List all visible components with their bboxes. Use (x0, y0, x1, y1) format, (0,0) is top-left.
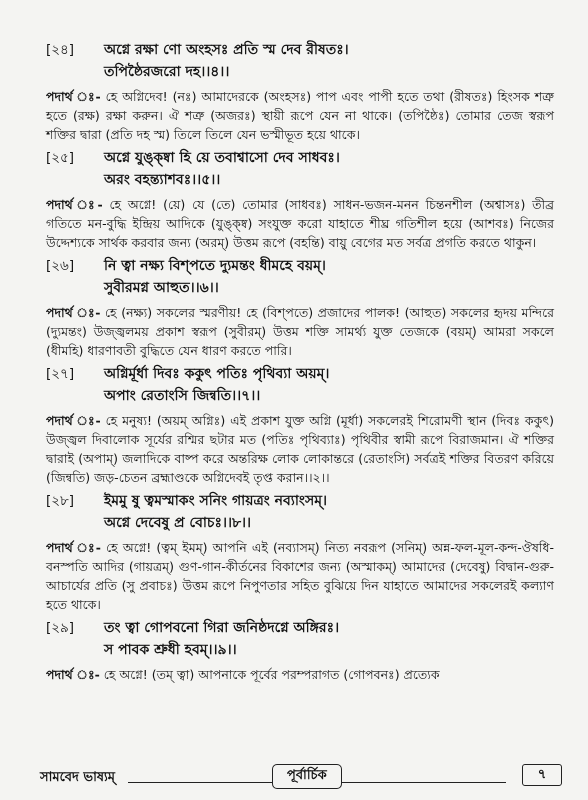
gloss-text: হে অগ্নিদেব! (নঃ) আমাদেরকে (অংহসঃ) পাপ এবং পাপী হতে তথা (রীষতঃ) হিংসক শত্রু হতে (রক্ষ) রক্ষা করুন। ঐ শত্রু (অজরঃ) স্থায়ী রূপে যেন না থাকে। (তপিষ্ঠৈঃ) তোমার তেজ স্বরূপ শক্তির দ্বারা (প্রতি দহ স্ম) তিলে তিলে যেন ভস্মীভূত হয়ে থাকে। (46, 89, 554, 142)
gloss-text: হে মনুষ্য! (অয়ম্ অগ্নিঃ) এই প্রকাশ যুক্ত অগ্নি (মূর্ধা) সকলেরই শিরোমণী স্থান (দিবঃ ককুৎ) উজ্জ্বল দিবালোক সূর্যের রশ্মির ছটার মত (পতিঃ পৃথিব্যাঃ) পৃথিবীর স্বামী রূপে বিরাজমান। ঐ শক্তির দ্বারাই (অপাম্) জলাদিকে বাষ্প করে অন্তরিক্ষ লোক লোকান্তরে (রেতাংসি) সর্বত্রই শক্তির বিতরণ করিয়ে (জিন্বতি) জড়-চেতন ব্রহ্মাণ্ডকে অগ্নিদেবই তৃপ্ত করান।।২।। (46, 413, 554, 485)
gloss-text: হে অগ্নে! (য়ে) যে (তে) তোমার (সাধবঃ) সাধন-ভজন-মনন চিন্তনশীল (অশ্বাসঃ) তীব্র গতিতে মন-বুদ্ধি ইন্দ্রিয় আদিকে (যুঙ্ক্ষ্ব) সংযুক্ত করো যাহাতে শীঘ্র গতিশীল হয়ে (আশবঃ) নিজের উদ্দেশ্যকে সার্থক করবার জন্য (অরম্) উত্তম রূপে (বহন্তি) বায়ু বেগের মত সর্বত্র প্রগতি করতে থাকুন। (46, 197, 554, 250)
verse-line-1: অগ্নে রক্ষা ণো অংহসঃ প্রতি স্ম দেব রীষতঃ। (104, 42, 349, 58)
gloss-label: পদার্থ ঃ- (46, 305, 101, 320)
verse-line-2: সুবীরমগ্ন আহুত।।৬।। (104, 280, 219, 296)
verse-number: [২৪] (46, 42, 75, 58)
verse-27 (46, 364, 554, 487)
verse-gloss (46, 411, 554, 487)
verse-number: [২৯] (46, 620, 75, 636)
gloss-label: পদার্থ ঃ- (46, 667, 100, 682)
verse-number: [২৭] (46, 366, 75, 382)
book-title: সামবেদ ভাষ্যম্ (40, 770, 116, 785)
verse-line-2: স পাবক শ্রুধী হবম্।।৯।। (104, 642, 237, 658)
verse-number: [২৬] (46, 258, 75, 274)
verse-gloss (46, 303, 554, 360)
gloss-text: হে অগ্নে! (তম্ ত্বা) আপনাকে পূর্বের পরম্পরাগত (গোপবনঃ) প্রত্যেক (103, 667, 440, 682)
verse-28 (46, 491, 554, 614)
gloss-label: পদার্থ ঃ- (46, 89, 101, 104)
verse-29 (46, 618, 554, 684)
gloss-label: পদার্থ ঃ- (46, 413, 101, 428)
verse-line-1: অগ্নে যুঙ্ক্ষ্বা হি য়ে তবাশ্বাসো দেব সাধবঃ। (104, 150, 340, 166)
page-footer (40, 766, 562, 788)
gloss-text: হে অগ্নে! (ত্বম্ ইমম্) আপনি এই (নব্যাসম্) নিত্য নবরূপ (সনিম্) অন্ন-ফল-মূল-কন্দ-ঔষধি-বনস্পতি আদির (গায়ত্রম্) গুণ-গান-কীর্তনের বিকাশের জন্য (অস্মাকম্) আমাদের (দেবেষু) বিদ্বান-গুরু-আচার্যের প্রতি (সু প্রবাচঃ) উত্তম রূপে নিপুণতার সহিত বুঝিয়ে দিন যাহাতে আমাদের সকলেরই কল্যাণ হতে থাকে। (46, 540, 554, 612)
verse-line-2: অপাং রেতাংসি জিন্বতি।।৭।। (104, 388, 261, 404)
verse-gloss (46, 538, 554, 614)
verse-line-2: তপিষ্ঠৈরজরো দহ।।৪।। (104, 64, 230, 80)
verse-line-1: নি ত্বা নক্ষ্য বিশ্পতে দ্যুমন্তং ধীমহে বয়ম্। (104, 258, 326, 274)
verse-line-1: অগ্নির্মূর্ধা দিবঃ ককুৎ পতিঃ পৃথিব্যা অয়ম্। (104, 366, 330, 382)
verse-number: [২৫] (46, 150, 75, 166)
section-badge: পূর্বার্চিক (272, 764, 342, 789)
gloss-label: পদার্থ ঃ- (46, 197, 103, 212)
verse-number: [২৮] (46, 493, 75, 509)
gloss-label: পদার্থ ঃ- (46, 540, 101, 555)
verse-26 (46, 256, 554, 360)
verse-24 (46, 40, 554, 144)
verse-line-1: ইমমু ষু ত্বমস্মাকং সনিং গায়ত্রং নব্যাংসম্। (104, 493, 327, 509)
page-number: ৭ (522, 764, 562, 786)
verse-25 (46, 148, 554, 252)
gloss-text: হে (নক্ষ্য) সকলের স্মরণীয়! হে (বিশ্পতে) প্রজাদের পালক! (আহুত) সকলের হৃদয় মন্দিরে (দ্যুমন্তং) উজ্জ্বলময় প্রকাশ স্বরূপ (সুবীরম্) উত্তম শক্তি সামর্থ্য যুক্ত তেজকে (বয়ম্) আমরা সকলে (ধীমহি) ধারণাবতী বুদ্ধিতে যেন ধারণ করতে পারি। (46, 305, 554, 358)
verse-gloss (46, 665, 554, 684)
verse-gloss (46, 87, 554, 144)
verse-gloss (46, 195, 554, 252)
verse-line-2: অরং বহন্ত্যাশবঃ।।৫।। (104, 172, 221, 188)
verse-line-1: তং ত্বা গোপবনো গিরা জনিষ্ঠদগ্নে অঙ্গিরঃ। (104, 620, 340, 636)
verse-line-2: অগ্নে দেবেষু প্র বোচঃ।।৮।। (104, 515, 252, 531)
